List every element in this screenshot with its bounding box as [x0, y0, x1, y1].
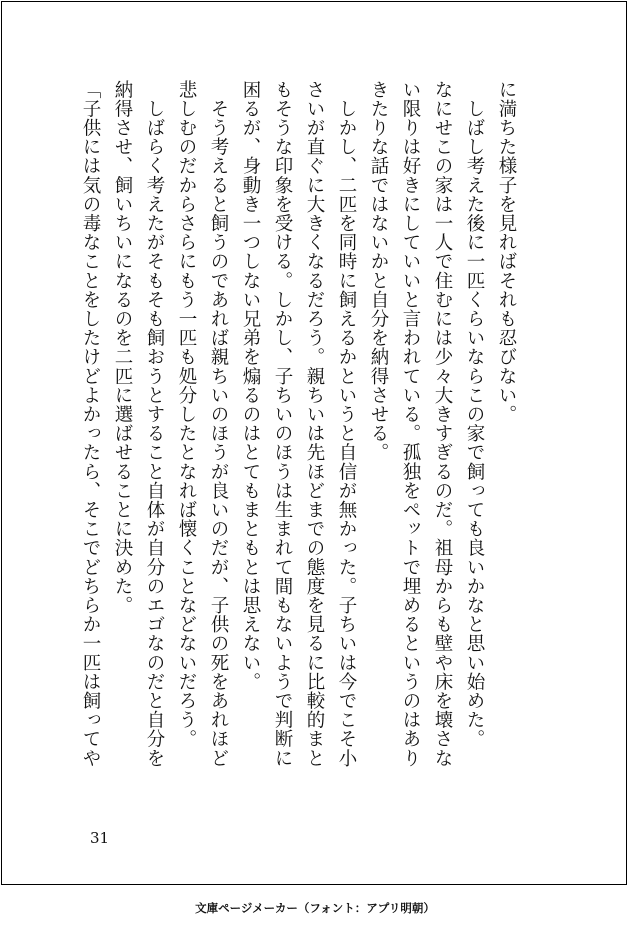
text-line: さいが直ぐに大きくなるだろう。親ちいは先ほどまでの態度を見るに比較的まと [304, 80, 325, 768]
text-line: しかし、二匹を同時に飼えるかというと自信が無かった。子ちいは今でこそ小 [336, 80, 357, 768]
text-line: なにせこの家は一人で住むには少々大きすぎるのだ。祖母からも壁や床を壊さな [432, 80, 453, 768]
vertical-text-body [74, 80, 522, 800]
text-line: 「子供には気の毒なことをしたけどよかったら、そこでどちらか一匹は飼ってや [80, 80, 101, 768]
text-line: い限りは好きにしていいと言われている。孤独をペットで埋めるというのはあり [400, 80, 421, 768]
page-number: 31 [90, 829, 110, 847]
text-line: そう考えると飼うのであれば親ちいのほうが良いのだが、子供の死をあれほど [208, 80, 229, 768]
text-line: 悲しむのだからさらにもう一匹も処分したとなれば懐くことなどないだろう。 [176, 80, 197, 749]
text-line: もそうな印象を受ける。しかし、子ちいのほうは生まれて間もないようで判断に [272, 80, 293, 768]
text-line: に満ちた様子を見ればそれも忍びない。 [496, 80, 517, 424]
text-line: 困るが、身動き一つしない兄弟を煽るのはとてもまともとは思えない。 [240, 80, 261, 692]
text-line: 納得させ、飼いちいになるのを二匹に選ばせることに決めた。 [112, 80, 133, 615]
text-line: しばし考えた後に一匹くらいならこの家で飼っても良いかなと思い始めた。 [464, 80, 485, 749]
book-page [1, 1, 627, 885]
caption: 文庫ページメーカー（フォント：アプリ明朝） [195, 901, 435, 915]
text-line: きたりな話ではないかと自分を納得させる。 [368, 80, 389, 462]
text-line: しばらく考えたがそもそも飼おうとすること自体が自分のエゴなのだと自分を [144, 80, 165, 768]
